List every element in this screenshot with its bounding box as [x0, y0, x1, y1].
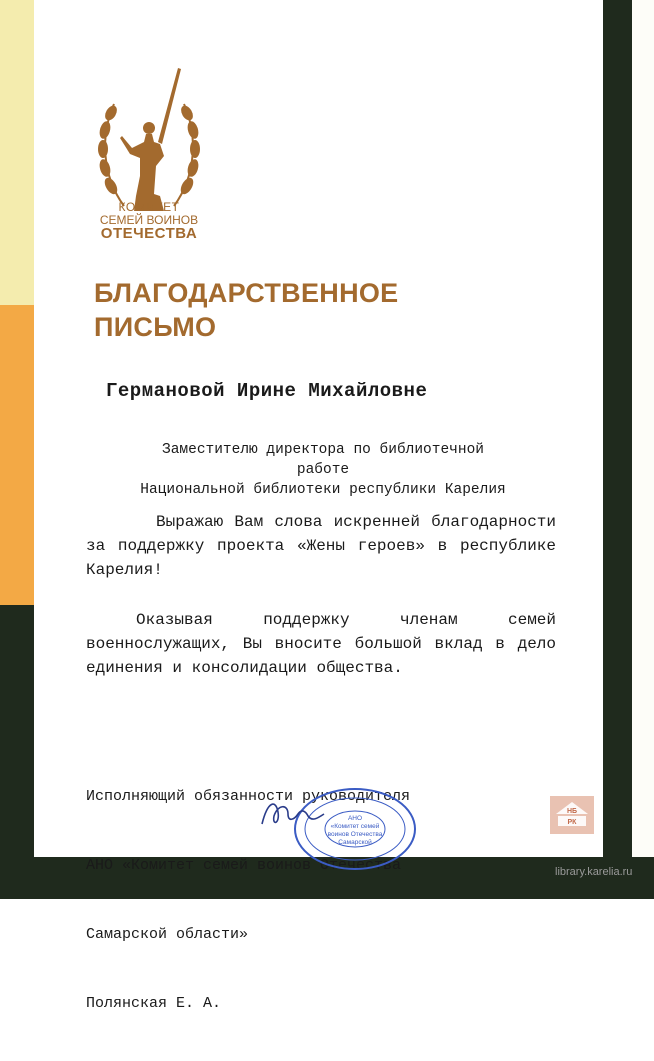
national-library-logo-icon — [548, 794, 596, 836]
signer-title-line-2: АНО «Комитет семей воинов Отечества — [86, 857, 402, 874]
position-line-2: работе — [296, 462, 350, 478]
library-logo-bottom-letters: РК — [567, 819, 577, 826]
title-line-1: БЛАГОДАРСТВЕННОЕ — [94, 278, 399, 308]
stamp-line-3: воинов Отечества — [327, 831, 383, 838]
motherland-statue-emblem-icon — [94, 56, 204, 216]
decorative-band-dark-left — [0, 605, 34, 899]
decorative-band-orange — [0, 305, 34, 605]
signer-name: Полянская Е. А. — [86, 995, 222, 1012]
decorative-band-yellow — [0, 0, 34, 305]
library-logo-top-letters: НБ — [566, 808, 578, 815]
gratitude-paragraph: Выражаю Вам слова искренней благодарности за поддержку проекта «Жены героев» в республике Карелия! — [86, 513, 556, 579]
logo-line-1: КОМИТЕТ — [118, 200, 180, 214]
site-watermark: library.karelia.ru — [555, 866, 633, 878]
stamp-line-1: АНО — [347, 815, 363, 822]
signer-title-line-3: Самарской области» — [86, 926, 249, 943]
letter-title — [94, 276, 398, 344]
logo-line-2: СЕМЕЙ ВОИНОВ — [99, 212, 199, 227]
handwritten-signature-icon — [254, 794, 344, 834]
logo-line-3: ОТЕЧЕСТВА — [100, 225, 198, 243]
committee-logo-text — [74, 201, 224, 242]
recipient-position — [78, 440, 568, 500]
decorative-band-dark-right — [603, 0, 654, 899]
stamp-line-2: «Комитет семей — [330, 823, 380, 830]
title-line-2: ПИСЬМО — [94, 312, 217, 342]
support-paragraph: Оказывая поддержку членам семей военнослужащих, Вы вносите большой вклад в дело единения и консолидации общества. — [86, 611, 556, 677]
recipient-name: Германовой Ирине Михайловне — [106, 380, 428, 402]
signer-title-line-1: Исполняющий обязанности руководителя — [86, 788, 411, 805]
position-line-3: Национальной библиотеки республики Карелия — [140, 482, 506, 498]
position-line-1: Заместителю директора по библиотечной — [162, 442, 484, 458]
stamp-line-4: Самарской — [338, 839, 372, 846]
